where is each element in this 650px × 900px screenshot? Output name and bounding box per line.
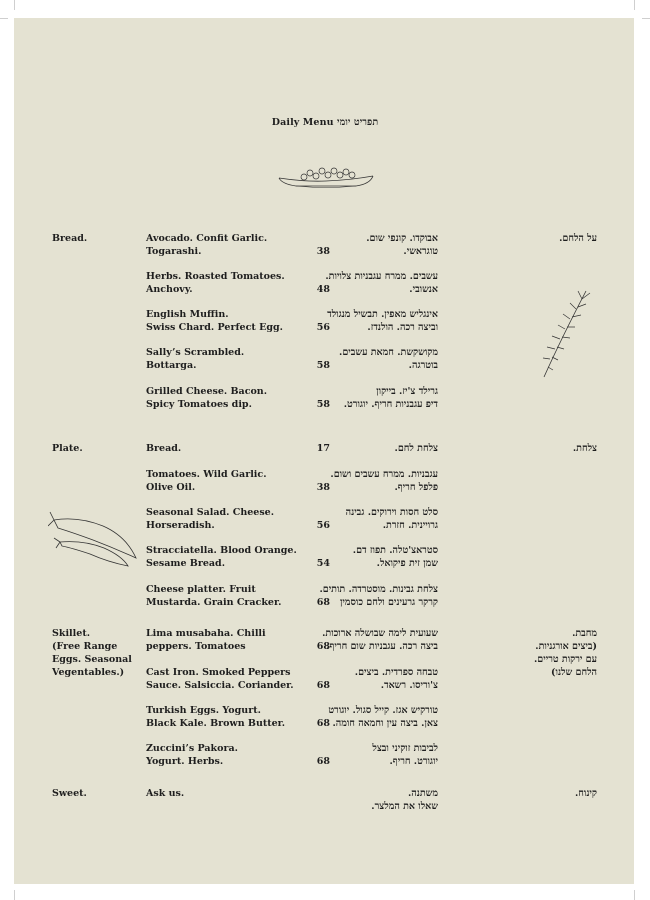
menu-item-name-he: עגבניות. ממרח עשבים ושום. פלפל חריף. [330,469,438,493]
section-bread-title-he: על הלחם. [559,233,597,244]
menu-item-price: 56 [316,322,330,333]
menu-item-name: Stracciatella. Blood Orange. Sesame Bread. [146,545,297,569]
menu-item-name-he: סלט חסות וירוקים. גבינה גרויינית. חזרת. [345,507,438,531]
menu-item-name-he: גרילד צ'יז. בייקון דיפ עגבניות חריף. יוגורט. [343,386,438,410]
section-sweet-title-he: קינוח. [574,788,597,799]
menu-item-price: 68 [316,597,330,608]
menu-item-name-he: לביבות זוקיני ובצל יוגורט. חריף. [372,743,438,767]
menu-item-name: Ask us. [146,788,185,799]
menu-item-name: Bread. [146,443,182,454]
crop-mark [0,18,8,19]
menu-item-price: 17 [316,443,330,454]
menu-item-name-he: טבחה ספרדית. ביצים. צ'וריסו. רשאד. [354,667,438,691]
menu-item-name-he: עשבים. ממרח עגבניות צלויות. אנשובי. [325,271,438,295]
menu-item-name: Grilled Cheese. Bacon. Spicy Tomatoes dip. [146,386,268,410]
section-plate-title: Plate. [52,443,83,454]
menu-item-price: 58 [316,360,330,371]
menu-item-price: 68 [316,756,330,767]
menu-item-name: Herbs. Roasted Tomatoes. Anchovy. [146,271,285,295]
menu-item-name-he: צלחת לחם. [394,443,438,454]
menu-item-name-he: אבוקדו. קונפי שום. טוגראשי. [366,233,438,257]
menu-item-price: 68 [316,718,330,729]
menu-title: Daily Menu תפריט יומי [271,117,379,128]
menu-item-name-he: צלחת גבינות. מוסטרדה. תותים. קרקר גרעינים ולחם כוסמין [319,584,438,608]
section-sweet-title: Sweet. [52,788,87,799]
plate-illustration [276,162,376,194]
menu-item-price: 38 [316,482,330,493]
herb-sprig-illustration [538,285,594,381]
menu-item-price: 54 [316,558,330,569]
crop-mark [642,18,650,19]
menu-item-name-he: משתנה. שאלו את המלצר. [371,788,438,812]
crop-mark [14,0,15,10]
menu-item-name-he: סטראצ'טלה. תפוז דם. שמן זית פיקואל. [352,545,438,569]
crop-mark [634,0,635,10]
menu-item-name-he: טורקיש אגז. קייל סגול. יוגורט צאן. ביצה עין וחמאה חומה. [328,705,438,729]
menu-item-name-he: שעועית לימה שבושלה ארוכות. ביצה רכה. עגבניות שום חריף. [322,628,438,652]
section-skillet-title-he: מחבת. (ביצים אורגניות. עם ירקות טריים. הלחם שלנו) [533,628,597,678]
menu-item-name: Sally’s Scrambled. Bottarga. [146,347,245,371]
menu-item-name: Cast Iron. Smoked Peppers Sauce. Salsiccia. Coriander. [146,667,294,691]
menu-item-name: Cheese platter. Fruit Mustarda. Grain Cracker. [146,584,282,608]
menu-item-name-he: אינגליש מאפין. תבשיל מנגולד וביצה רכה. הולנדז. [327,309,438,333]
menu-item-price: 58 [316,399,330,410]
menu-item-name: Turkish Eggs. Yogurt. Black Kale. Brown Butter. [146,705,286,729]
crop-mark [14,890,15,900]
section-bread-title: Bread. [52,233,88,244]
section-plate-title-he: צלחת. [572,443,597,454]
menu-item-price: 48 [316,284,330,295]
menu-item-name: Zuccini’s Pakora. Yogurt. Herbs. [146,743,238,767]
menu-item-price: 68 [316,641,330,652]
menu-item-price: 56 [316,520,330,531]
menu-item-name: Avocado. Confit Garlic. Togarashi. [146,233,268,257]
menu-item-name: English Muffin. Swiss Chard. Perfect Egg. [146,309,283,333]
menu-item-name-he: מקושקשת. חמאת עשבים. בוטרגה. [339,347,438,371]
menu-item-name: Lima musabaha. Chilli peppers. Tomatoes [146,628,266,652]
menu-item-price: 68 [316,680,330,691]
crop-mark [634,890,635,900]
menu-item-name: Seasonal Salad. Cheese. Horseradish. [146,507,275,531]
section-skillet-title: Skillet. (Free Range Eggs. Seasonal Vegentables.) [52,628,132,678]
fish-illustration [48,508,140,570]
menu-item-name: Tomatoes. Wild Garlic. Olive Oil. [146,469,267,493]
menu-item-price: 38 [316,246,330,257]
